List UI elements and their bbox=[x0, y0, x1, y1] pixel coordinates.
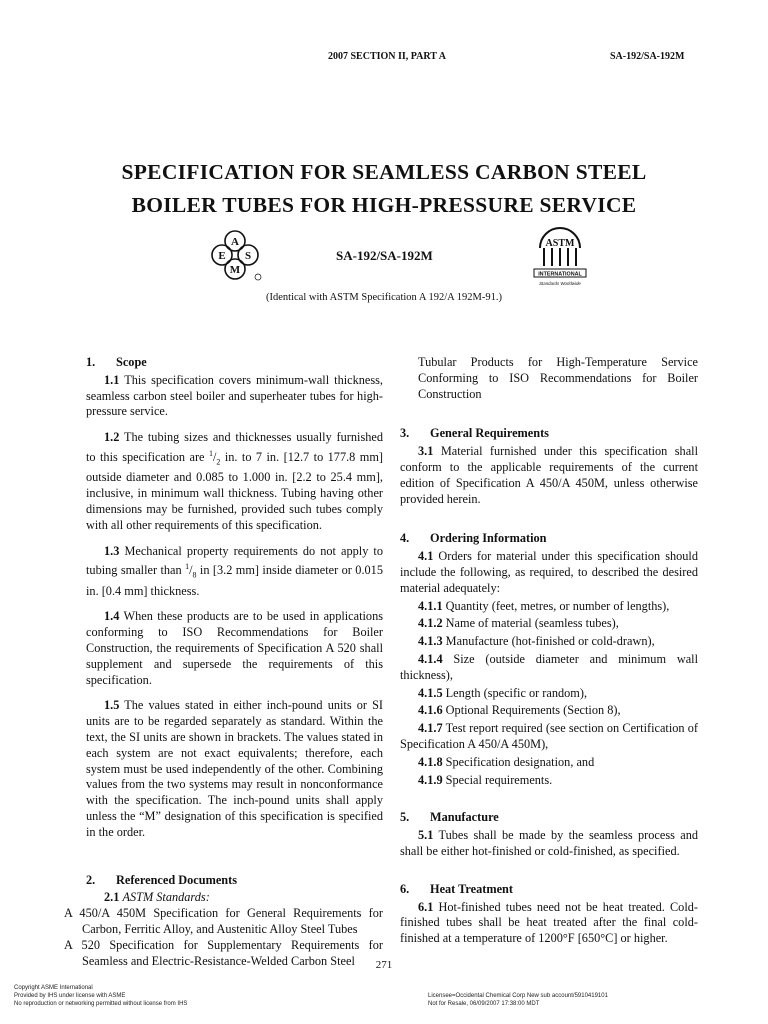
item-number: 4.1.9 bbox=[418, 772, 443, 787]
clause-text: ASTM Standards: bbox=[122, 890, 210, 905]
item-number: 4.1.8 bbox=[418, 754, 443, 769]
item-text: Test report required (see section on Certification of Specification A 450/A 450M), bbox=[400, 721, 698, 751]
item-number: 4.1.7 bbox=[418, 721, 443, 736]
fraction-denominator: 2 bbox=[216, 457, 221, 467]
running-header-spec: SA-192/SA-192M bbox=[610, 51, 685, 62]
item-text: Manufacture (hot-finished or cold-drawn), bbox=[445, 634, 655, 649]
fraction: $^1/_8$ bbox=[185, 562, 197, 580]
fraction-denominator: 8 bbox=[192, 570, 197, 580]
clause-number: 6.1 bbox=[418, 899, 434, 914]
section-6-heading bbox=[400, 882, 698, 898]
astm-tagline: Standards Worldwide bbox=[539, 281, 581, 286]
list-item bbox=[400, 773, 698, 789]
list-item bbox=[400, 616, 698, 632]
clause-text: Material furnished under this specification shall conform to the applicable requirements of the current edition of Specification A 450/A 450M, unless otherwise provided herein. bbox=[400, 444, 698, 506]
section-number: 2. bbox=[86, 872, 96, 887]
item-number: 4.1.3 bbox=[418, 634, 443, 649]
section-number: 3. bbox=[400, 426, 410, 441]
title-line-1: SPECIFICATION FOR SEAMLESS CARBON STEEL bbox=[121, 160, 647, 184]
list-item bbox=[400, 634, 698, 650]
item-text: Length (specific or random), bbox=[445, 685, 588, 700]
paragraph-3-1 bbox=[400, 444, 698, 507]
reference-a520: A 520 Specification for Supplementary Requirements for Seamless and Electric-Resistance-Welded Carbon Steel bbox=[64, 937, 383, 968]
item-number: 4.1.5 bbox=[418, 685, 443, 700]
section-title: Heat Treatment bbox=[430, 881, 513, 896]
footer-no-reproduction: No reproduction or networking permitted without license from IHS bbox=[14, 1001, 188, 1007]
spec-code: SA-192/SA-192M bbox=[336, 248, 433, 263]
clause-number: 1.2 bbox=[104, 430, 120, 445]
clause-number: 1.4 bbox=[104, 609, 120, 624]
clause-text: The values stated in either inch-pound units or SI units are to be regarded separately as standard. Within the text, the SI units are shown in brackets. The values stated in each system are not exact equivalents; therefore, each system must be used independently of the other. Combining values from the two systems may result in nonconformance with the specification. The inch-pound units shall apply unless the “M” designation of this specification is specified in the order. bbox=[86, 698, 383, 839]
section-3-heading bbox=[400, 426, 698, 442]
item-number: 4.1.2 bbox=[418, 616, 443, 631]
footer-copyright: Copyright ASME International bbox=[14, 985, 93, 991]
clause-number: 1.1 bbox=[104, 372, 120, 387]
clause-text: This specification covers minimum-wall thickness, seamless carbon steel boiler and superheater tubes for high-pressure service. bbox=[86, 372, 383, 419]
section-1-heading bbox=[86, 355, 383, 371]
item-text: Specification designation, and bbox=[445, 754, 595, 769]
clause-text: Hot-finished tubes need not be heat treated. Cold-finished tubes shall be heat treated after the final cold-finished at a temperature of 1200°F [650°C] or higher. bbox=[400, 899, 698, 946]
footer-right bbox=[428, 992, 608, 1008]
title-line-2: BOILER TUBES FOR HIGH-PRESSURE SERVICE bbox=[131, 193, 637, 217]
section-5-heading bbox=[400, 810, 698, 826]
item-number: 4.1.6 bbox=[418, 703, 443, 718]
identical-note: (Identical with ASTM Specification A 192/A 192M-91.) bbox=[266, 292, 502, 303]
page-number: 271 bbox=[375, 959, 393, 971]
fraction-numerator: 1 bbox=[208, 448, 213, 458]
section-4-heading bbox=[400, 531, 698, 547]
section-title: Manufacture bbox=[430, 810, 499, 825]
section-number: 4. bbox=[400, 531, 410, 546]
asme-letter-a: A bbox=[231, 236, 239, 248]
list-item bbox=[400, 686, 698, 702]
clause-text: in. to 7 in. [12.7 to 177.8 mm] outside diameter and 0.085 to 1.000 in. [2.2 to 25.4 mm], inclusive, in minimum wall thickness. Tubing having other dimensions may be furnished, provided such tubes comply with all other requirements of this specification. bbox=[86, 450, 383, 532]
paragraph-1-2 bbox=[86, 430, 383, 533]
item-text: Name of material (seamless tubes), bbox=[445, 616, 619, 631]
section-number: 6. bbox=[400, 881, 410, 896]
left-column bbox=[64, 355, 384, 969]
section-title: Ordering Information bbox=[430, 531, 547, 546]
section-number: 5. bbox=[400, 810, 410, 825]
list-item bbox=[400, 703, 698, 719]
fraction-numerator: 1 bbox=[185, 562, 190, 572]
clause-number: 1.3 bbox=[104, 543, 120, 558]
section-title: General Requirements bbox=[430, 426, 549, 441]
footer-not-for-resale: Not for Resale, 06/09/2007 17:38:00 MDT bbox=[428, 1001, 540, 1007]
asme-logo-icon bbox=[208, 228, 264, 284]
clause-text: Tubes shall be made by the seamless process and shall be either hot-finished or cold-finished, as specified. bbox=[400, 828, 698, 858]
clause-text: Mechanical property requirements do not apply to tubing smaller than bbox=[86, 543, 383, 578]
reference-a520-continued: Tubular Products for High-Temperature Service Conforming to ISO Recommendations for Boiler Construction bbox=[418, 355, 698, 401]
clause-text: in [3.2 mm] inside diameter or 0.015 in. [0.4 mm] thickness. bbox=[86, 563, 383, 598]
fraction: $^1/_2$ bbox=[208, 448, 221, 467]
clause-number: 4.1 bbox=[418, 549, 434, 564]
list-item bbox=[400, 652, 698, 684]
paragraph-1-1 bbox=[86, 373, 383, 420]
astm-caption: INTERNATIONAL bbox=[538, 271, 582, 278]
list-item bbox=[400, 755, 698, 771]
paragraph-2-1 bbox=[86, 890, 383, 906]
ordering-list bbox=[400, 599, 698, 789]
astm-logo-icon bbox=[532, 226, 592, 290]
item-text: Size (outside diameter and minimum wall thickness), bbox=[400, 651, 698, 682]
footer-provided: Provided by IHS under license with ASME bbox=[14, 993, 126, 999]
right-column bbox=[400, 355, 698, 947]
item-number: 4.1.4 bbox=[418, 651, 443, 666]
clause-text: Orders for material under this specification should include the following, as required, to described the desired material adequately: bbox=[400, 549, 698, 595]
reference-a450: A 450/A 450M Specification for General Requirements for Carbon, Ferritic Alloy, and Austenitic Alloy Steel Tubes bbox=[64, 906, 383, 936]
item-text: Optional Requirements (Section 8), bbox=[445, 703, 621, 718]
paragraph-6-1 bbox=[400, 900, 698, 947]
paragraph-1-3 bbox=[86, 544, 383, 600]
clause-text: When these products are to be used in applications conforming to ISO Recommendations for Boiler Construction, the requirements of Specification A 520 shall supplement and supersede the requirements of this specification. bbox=[86, 609, 384, 687]
clause-number: 5.1 bbox=[418, 828, 434, 843]
paragraph-4-1 bbox=[400, 549, 698, 596]
section-title: Referenced Documents bbox=[116, 872, 237, 887]
list-item bbox=[400, 721, 698, 753]
astm-logo-text: ASTM bbox=[545, 238, 575, 249]
section-number: 1. bbox=[86, 355, 96, 369]
footer-licensee: Licensee=Occidental Chemical Corp New sub account/5910419101 bbox=[428, 993, 608, 999]
item-text: Quantity (feet, metres, or number of lengths), bbox=[445, 598, 670, 613]
running-header-section: 2007 SECTION II, PART A bbox=[328, 51, 446, 62]
clause-text: The tubing sizes and thicknesses usually furnished to this specification are bbox=[86, 430, 383, 465]
item-number: 4.1.1 bbox=[418, 598, 443, 613]
clause-number: 3.1 bbox=[418, 444, 434, 459]
list-item bbox=[400, 599, 698, 615]
asme-letter-m: M bbox=[229, 264, 241, 276]
clause-number: 2.1 bbox=[104, 890, 120, 905]
section-title: Scope bbox=[116, 355, 147, 369]
footer-left bbox=[14, 984, 187, 1008]
asme-letter-s: S bbox=[244, 250, 252, 262]
clause-number: 1.5 bbox=[104, 698, 120, 713]
paragraph-5-1 bbox=[400, 828, 698, 860]
paragraph-1-5 bbox=[86, 698, 383, 840]
paragraph-1-4 bbox=[86, 609, 383, 688]
item-text: Special requirements. bbox=[445, 772, 553, 787]
asme-letter-e: E bbox=[218, 250, 226, 262]
section-2-heading bbox=[86, 873, 383, 889]
